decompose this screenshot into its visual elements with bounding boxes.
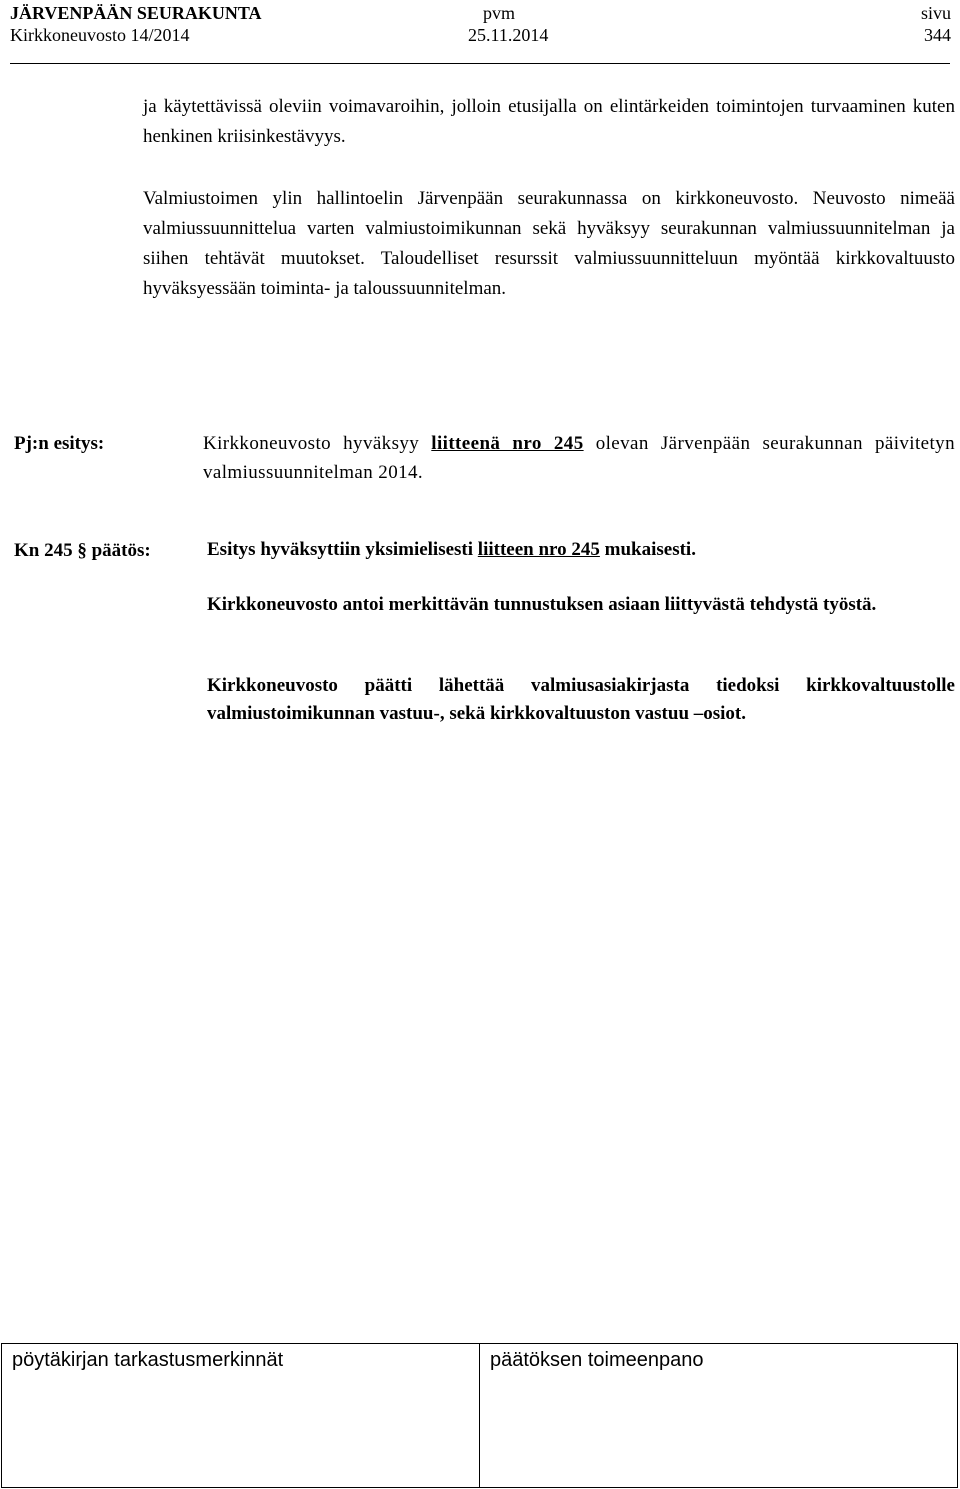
organization-name: JÄRVENPÄÄN SEURAKUNTA [10,3,262,23]
proposal-label: Pj:n esitys: [14,433,105,454]
page-label: sivu [921,3,952,23]
decision-text-before: Esitys hyväksyttiin yksimielisesti [207,539,478,560]
proposal-text [203,429,955,487]
decision-text [207,536,955,564]
header-divider [10,63,950,64]
page-number: 344 [924,25,951,45]
forwarding-text: Kirkkoneuvosto päätti lähettää valmiusasiakirjasta tiedoksi kirkkovaltuustolle valmiustoimikunnan vastuu-, sekä kirkkovaltuuston vastuu –osiot. [207,675,955,724]
review-marks-box [1,1343,480,1488]
attachment-link[interactable]: liitteenä nro 245 [431,433,584,454]
decision-text-after: mukaisesti. [599,539,696,560]
document-date: 25.11.2014 [468,25,549,45]
decision-label: Kn 245 § päätös: [14,540,151,561]
date-label: pvm [483,3,516,23]
proposal-text-after: olevan Järvenpään seurakunnan päivitetyn valmiussuunnitelman 2014. [203,433,955,483]
proposal-text-before: Kirkkoneuvosto hyväksyy [203,433,432,454]
acknowledgement-text: Kirkkoneuvosto antoi merkittävän tunnustuksen asiaan liittyvästä tehdystä työstä. [207,594,877,615]
intro-paragraph: ja käytettävissä oleviin voimavaroihin, jolloin etusijalla on elintärkeiden toimintojen turvaaminen kuten henkinen kriisinkestävyys. [143,96,955,147]
valmius-paragraph: Valmiustoimen ylin hallintoelin Järvenpään seurakunnassa on kirkkoneuvosto. Neuvosto nimeää valmiussuunnittelua varten valmiustoimikunnan sekä hyväksyy seurakunnan valmiussuunnitelman ja siihen tehtävät muutokset. Taloudelliset resurssit valmiussuunnitteluun myöntää kirkkovaltuusto hyväksyessään toiminta- ja taloussuunnitelman. [143,188,955,299]
document-title: Kirkkoneuvosto 14/2014 [10,25,190,45]
review-marks-label: pöytäkirjan tarkastusmerkinnät [12,1349,284,1371]
execution-label: päätöksen toimeenpano [490,1349,704,1371]
decision-attachment-link[interactable]: liitteen nro 245 [477,539,600,560]
execution-box [479,1343,958,1488]
